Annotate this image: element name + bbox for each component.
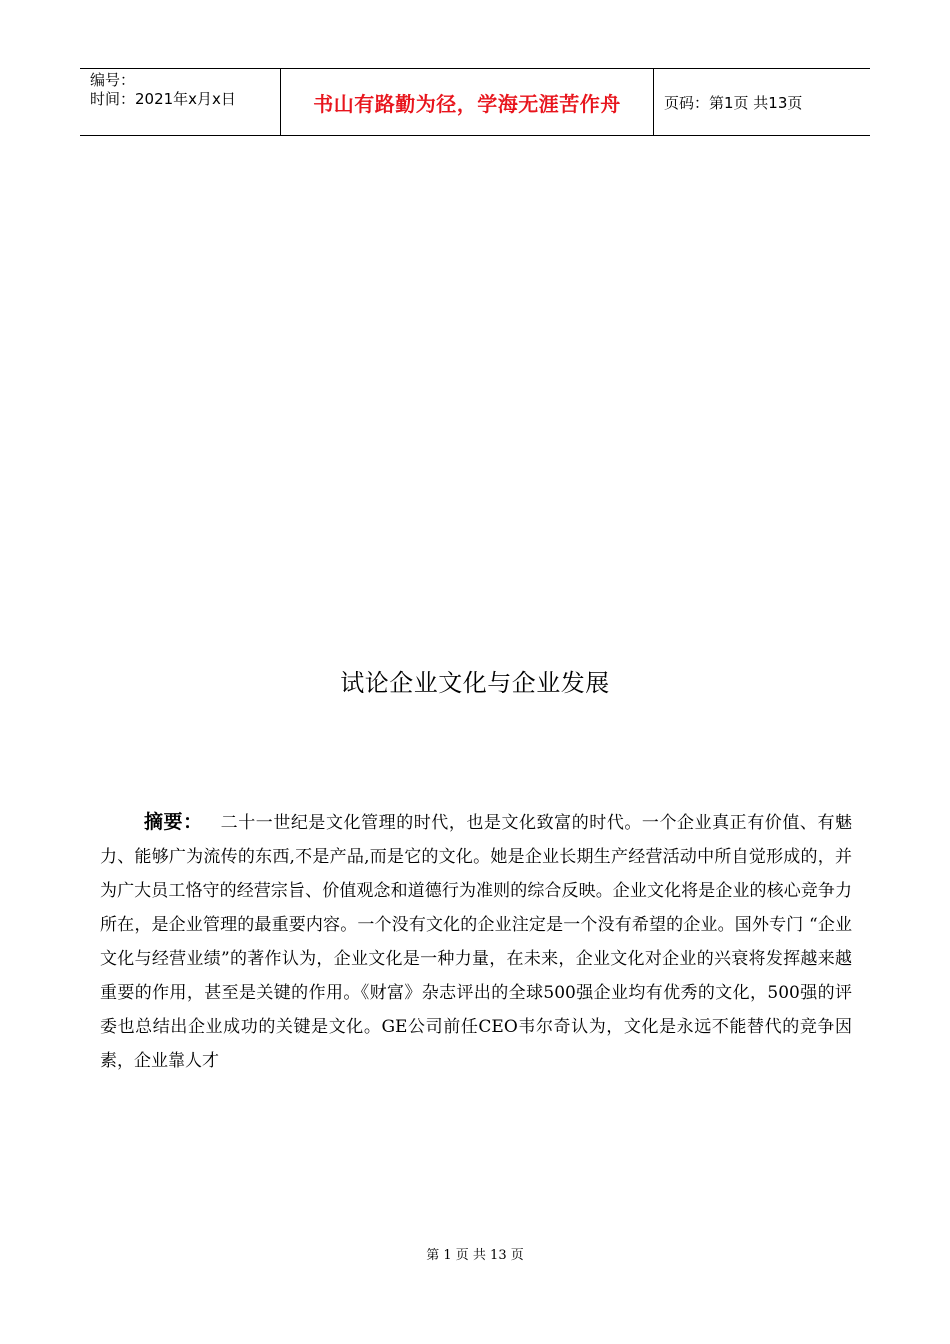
header-motto: 书山有路勤为径，学海无涯苦作舟 [281,69,654,135]
document-time-label: 时间：2021年x月x日 [90,90,236,108]
document-number-label: 编号： [90,71,136,89]
header-page-info: 页码：第1页 共13页 [664,93,803,112]
abstract-label: 摘要： [144,811,203,833]
document-title: 试论企业文化与企业发展 [340,669,610,697]
abstract-text: 二十一世纪是文化管理的时代，也是文化致富的时代。一个企业真正有价值、有魅力、能够广为流传的东西,不是产品,而是它的文化。她是企业长期生产经营活动中所自觉形成的，并为广大员工恪守的经营宗旨、价值观念和道德行为准则的综合反映。企业文化将是企业的核心竞争力所在，是企业管理的最重要内容。一个没有文化的企业注定是一个没有希望的企业。国外专门 “企业文化与经营业绩”的著作认为，企业文化是一种力量，在未来，企业文化对企业的兴衰将发挥越来越重要的作用，甚至是关键的作用。《财富》杂志评出的全球500强企业均有优秀的文化，500强的评委也总结出企业成功的关键是文化。GE公司前任CEO韦尔奇认为，文化是永远不能替代的竞争因素，企业靠人才 [100,813,852,1071]
abstract-paragraph [100,805,852,1078]
header-meta-cell [80,69,281,135]
header-table [80,68,870,136]
page-footer: 第 1 页 共 13 页 [426,1248,524,1263]
